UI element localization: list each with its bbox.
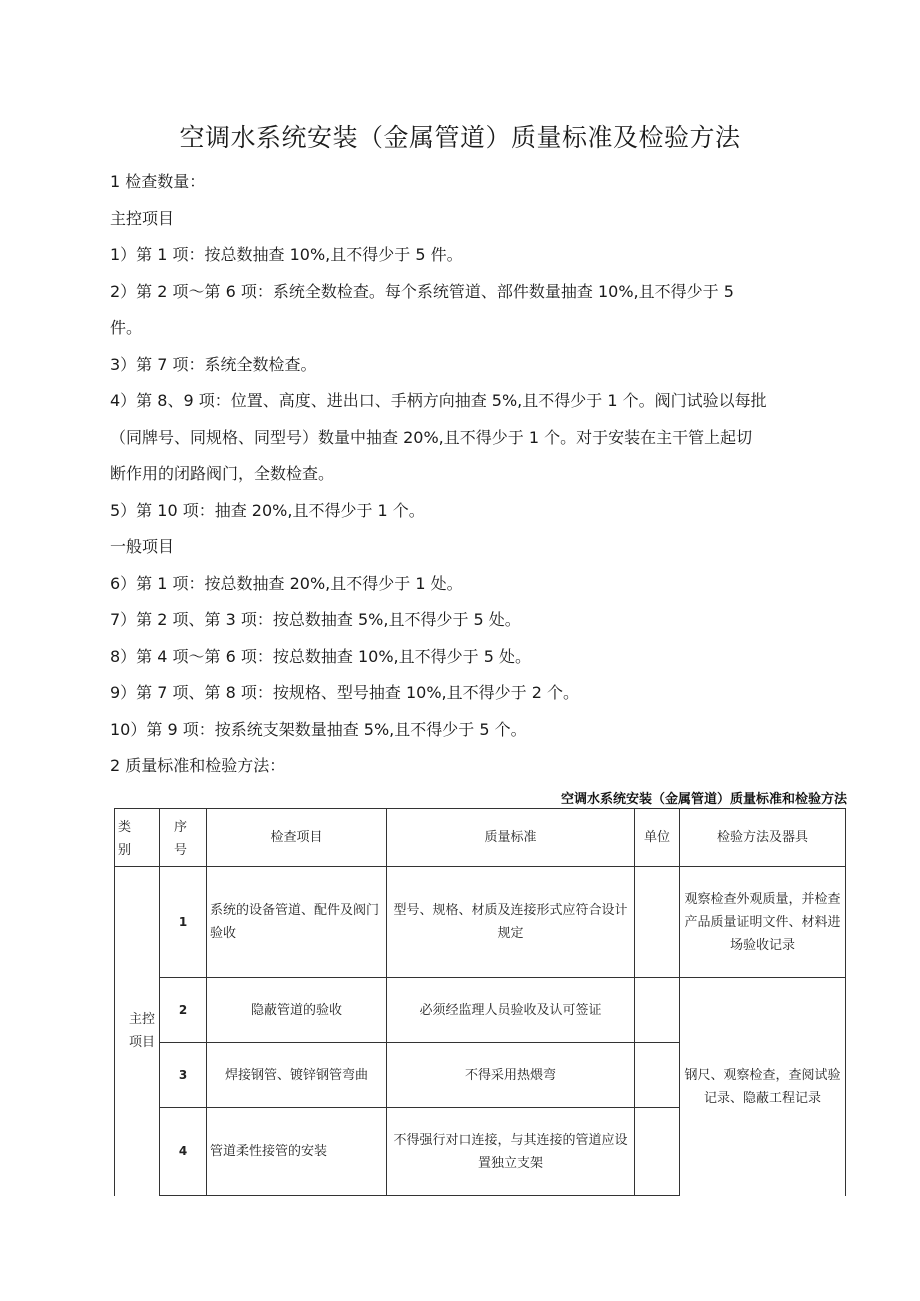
paragraph-line: 3）第 7 项：系统全数检查。 bbox=[110, 354, 317, 374]
row-seq: 2 bbox=[160, 978, 207, 1043]
row-unit bbox=[635, 1043, 680, 1108]
row-item: 焊接钢管、镀锌钢管弯曲 bbox=[207, 1043, 387, 1108]
paragraph-line: 5）第 10 项：抽查 20%,且不得少于 1 个。 bbox=[110, 500, 425, 520]
row-unit bbox=[635, 978, 680, 1043]
paragraph-line: 8）第 4 项～第 6 项：按总数抽查 10%,且不得少于 5 处。 bbox=[110, 646, 531, 666]
row-seq: 1 bbox=[160, 867, 207, 978]
category-main-control bbox=[115, 867, 160, 1196]
paragraph-line: 4）第 8、9 项：位置、高度、进出口、手柄方向抽查 5%,且不得少于 1 个。阀门试验以每批 bbox=[110, 391, 767, 410]
category-label: 主控 项目 bbox=[129, 1012, 156, 1051]
paragraph-line: 断作用的闭路阀门，全数检查。 bbox=[110, 464, 335, 483]
header-method: 检验方法及器具 bbox=[680, 809, 846, 867]
header-category: 类 别 bbox=[115, 809, 160, 867]
row-item: 管道柔性接管的安装 bbox=[207, 1108, 387, 1196]
row-seq: 3 bbox=[160, 1043, 207, 1108]
table-row bbox=[115, 978, 846, 1043]
table-caption: 空调水系统安装（金属管道）质量标准和检验方法 bbox=[560, 792, 847, 807]
paragraph-line: 一般项目 bbox=[110, 537, 175, 556]
paragraph-line: 9）第 7 项、第 8 项：按规格、型号抽查 10%,且不得少于 2 个。 bbox=[110, 683, 579, 702]
paragraph-line: 2）第 2 项～第 6 项：系统全数检查。每个系统管道、部件数量抽查 10%,且不得少于 5 bbox=[110, 281, 734, 301]
paragraph-line: 1 检查数量： bbox=[110, 172, 206, 191]
document-title: 空调水系统安装（金属管道）质量标准及检验方法 bbox=[179, 123, 741, 152]
row-standard: 型号、规格、材质及连接形式应符合设计规定 bbox=[387, 867, 635, 978]
paragraph-line: 6）第 1 项：按总数抽查 20%,且不得少于 1 处。 bbox=[110, 573, 463, 593]
row-unit bbox=[635, 1108, 680, 1196]
row-method-shared: 钢尺、观察检查，查阅试验记录、隐蔽工程记录 bbox=[680, 978, 846, 1196]
table-row bbox=[115, 867, 846, 978]
paragraph-line: （同牌号、同规格、同型号）数量中抽查 20%,且不得少于 1 个。对于安装在主干管上起切 bbox=[110, 427, 753, 447]
row-unit bbox=[635, 867, 680, 978]
row-item: 系统的设备管道、配件及阀门验收 bbox=[207, 867, 387, 978]
paragraph-line: 2 质量标准和检验方法： bbox=[110, 756, 286, 775]
row-standard: 必须经监理人员验收及认可签证 bbox=[387, 978, 635, 1043]
body-text bbox=[110, 164, 810, 785]
quality-standard-table bbox=[114, 808, 846, 1196]
header-standard: 质量标准 bbox=[387, 809, 635, 867]
header-unit: 单位 bbox=[635, 809, 680, 867]
header-seq: 序 号 bbox=[160, 809, 207, 867]
header-item: 检查项目 bbox=[207, 809, 387, 867]
paragraph-line: 1）第 1 项：按总数抽查 10%,且不得少于 5 件。 bbox=[110, 245, 463, 264]
table-header-row bbox=[115, 809, 846, 867]
row-standard: 不得采用热煨弯 bbox=[387, 1043, 635, 1108]
row-method: 观察检查外观质量，并检查产品质量证明文件、材料进场验收记录 bbox=[680, 867, 846, 978]
paragraph-line: 件。 bbox=[110, 318, 143, 337]
row-item: 隐蔽管道的验收 bbox=[207, 978, 387, 1043]
paragraph-line: 7）第 2 项、第 3 项：按总数抽查 5%,且不得少于 5 处。 bbox=[110, 610, 521, 629]
paragraph-line: 主控项目 bbox=[110, 208, 175, 228]
row-standard: 不得强行对口连接，与其连接的管道应设置独立支架 bbox=[387, 1108, 635, 1196]
paragraph-line: 10）第 9 项：按系统支架数量抽查 5%,且不得少于 5 个。 bbox=[110, 719, 527, 739]
row-seq: 4 bbox=[160, 1108, 207, 1196]
